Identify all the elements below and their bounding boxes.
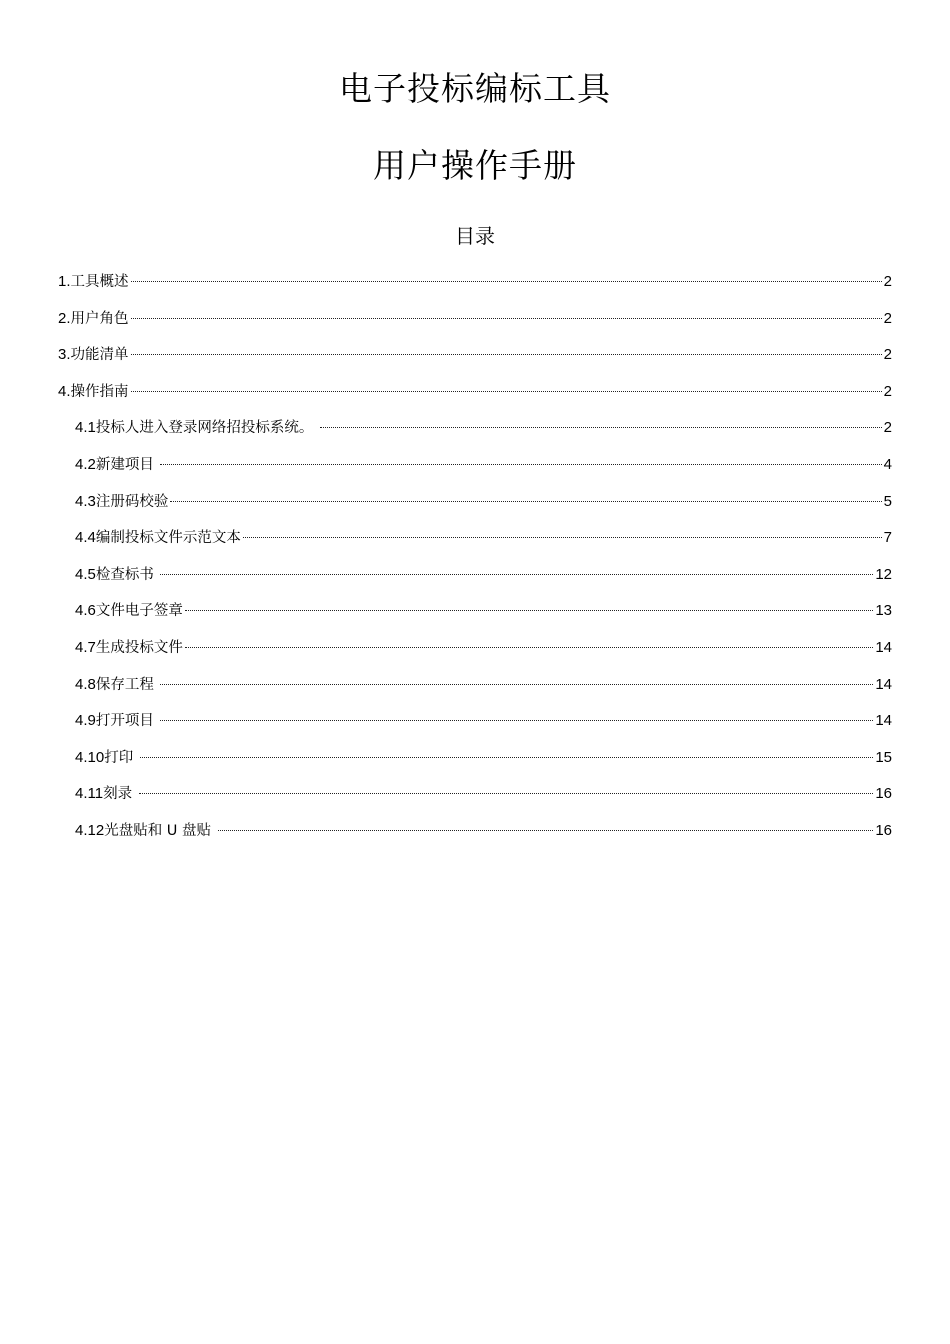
toc-entry-label: 文件电子签章: [95, 603, 183, 620]
toc-entry-page-number: 7: [883, 529, 892, 547]
toc-entry-number: 3.: [58, 346, 71, 364]
toc-entry-number: 4.10: [75, 748, 105, 766]
toc-entry[interactable]: [58, 490, 892, 527]
toc-entry[interactable]: [58, 270, 892, 307]
toc-entry[interactable]: [58, 380, 892, 417]
toc-entry[interactable]: [58, 343, 892, 380]
toc-dot-leader: [160, 574, 873, 575]
toc-entry-number: 4.2: [75, 455, 96, 473]
toc-dot-leader: [131, 318, 882, 319]
toc-entry-label: 操作指南: [70, 383, 129, 400]
toc-dot-leader: [131, 354, 882, 355]
toc-entry-page-number: 16: [875, 821, 892, 839]
toc-entry-label: 保存工程: [95, 676, 159, 693]
document-title: 电子投标编标工具: [339, 69, 611, 109]
toc-entry-label: 光盘贴和 U 盘贴: [104, 822, 216, 839]
toc-entry[interactable]: [58, 782, 892, 819]
toc-entry-number: 4.9: [75, 712, 96, 730]
toc-entry[interactable]: [58, 307, 892, 344]
toc-entry-page-number: 2: [883, 273, 892, 290]
toc-entry-number: 4.6: [75, 602, 96, 620]
toc-entry-number: 4.1: [75, 419, 96, 437]
toc-entry-page-number: 4: [883, 455, 892, 473]
toc-entry-label: 用户角色: [70, 310, 129, 327]
toc-entry-page-number: 16: [875, 785, 892, 803]
toc-entry-number: 4.12: [75, 821, 105, 839]
toc-entry[interactable]: [58, 563, 892, 600]
toc-dot-leader: [243, 537, 882, 538]
toc-entry-page-number: 2: [883, 419, 892, 437]
toc-entry-number: 4.7: [75, 638, 96, 656]
toc-entry-number: 2.: [58, 309, 71, 327]
toc-entry-number: 4.8: [75, 675, 96, 693]
toc-entry-label: 生成投标文件: [95, 639, 183, 656]
toc-entry-label: 打开项目: [95, 713, 159, 730]
toc-entry-label: 功能清单: [70, 347, 129, 364]
toc-entry-page-number: 2: [883, 382, 892, 400]
toc-dot-leader: [140, 757, 874, 758]
toc-dot-leader: [139, 793, 874, 794]
toc-entry-page-number: 2: [883, 346, 892, 364]
toc-entry[interactable]: [58, 599, 892, 636]
toc-entry[interactable]: [58, 709, 892, 746]
toc-dot-leader: [160, 684, 873, 685]
toc-dot-leader: [218, 830, 874, 831]
toc-entry-page-number: 5: [883, 492, 892, 510]
toc-entry-number: 4.11: [75, 785, 104, 803]
document-subtitle: 用户操作手册: [373, 146, 577, 186]
toc-heading: 目录: [455, 224, 495, 248]
toc-entry[interactable]: [58, 673, 892, 710]
toc-entry-page-number: 2: [883, 309, 892, 327]
toc-dot-leader: [160, 464, 881, 465]
toc-entry-label: 编制投标文件示范文本: [95, 530, 241, 547]
toc-entry-page-number: 15: [875, 748, 892, 766]
toc-dot-leader: [320, 427, 882, 428]
toc-entry-page-number: 14: [875, 675, 892, 693]
toc-dot-leader: [185, 647, 873, 648]
toc-entry-page-number: 14: [875, 712, 892, 730]
toc-entry-page-number: 13: [875, 602, 892, 620]
toc-entry[interactable]: [58, 636, 892, 673]
toc-dot-leader: [170, 501, 881, 502]
toc-dot-leader: [131, 281, 882, 282]
toc-entry-number: 1.: [58, 273, 71, 290]
toc-entry-label: 注册码校验: [95, 493, 169, 510]
toc-entry-number: 4.4: [75, 529, 96, 547]
toc-entry-label: 检查标书: [95, 566, 159, 583]
toc-entry-number: 4.: [58, 382, 71, 400]
toc-entry[interactable]: [58, 819, 892, 856]
toc-entry-label: 打印: [104, 749, 138, 766]
toc-entry-page-number: 12: [875, 565, 892, 583]
toc-entry[interactable]: [58, 526, 892, 563]
table-of-contents: [58, 270, 892, 856]
toc-entry-label: 工具概述: [70, 274, 129, 290]
toc-entry[interactable]: [58, 416, 892, 453]
toc-entry-page-number: 14: [875, 638, 892, 656]
toc-entry-number: 4.3: [75, 492, 96, 510]
toc-dot-leader: [185, 610, 873, 611]
toc-entry-label: 新建项目: [95, 456, 159, 473]
toc-dot-leader: [131, 391, 882, 392]
toc-entry-label: 投标人进入登录网络招投标系统。: [95, 420, 318, 437]
toc-entry-label: 刻录: [103, 786, 137, 803]
toc-entry-number: 4.5: [75, 565, 96, 583]
toc-entry[interactable]: [58, 746, 892, 783]
toc-entry[interactable]: [58, 453, 892, 490]
toc-dot-leader: [160, 720, 873, 721]
